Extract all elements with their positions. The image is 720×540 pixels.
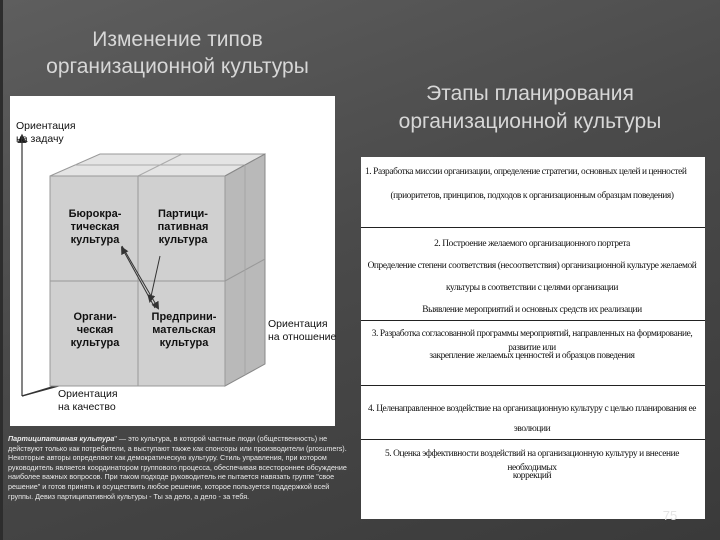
- stage-2-line-1: 2. Построение желаемого организационного портрета: [434, 239, 630, 249]
- stage-divider-3: [361, 385, 705, 386]
- stage-4-line-2: эволюции: [513, 424, 551, 434]
- participative-culture-description: [8, 434, 348, 501]
- page-number: 75: [662, 508, 678, 523]
- stage-5-line-1: 5. Оценка эффективности воздействий на организационную культуру и внесение необходимых: [385, 449, 679, 473]
- planning-stages-panel: [361, 157, 705, 519]
- right-slide-title: Этапы планирования организационной культуры: [398, 82, 662, 133]
- stage-1-line-2: (приоритетов, принципов, подходов к организационным образцам поведения): [390, 191, 674, 201]
- stage-2-line-4: Выявление мероприятий и основных средств их реализации: [422, 305, 642, 315]
- description-term: Партиципативная культура: [8, 434, 115, 443]
- axis-relationship-label: Ориентация на отношение: [268, 318, 337, 343]
- stage-4-line-1: 4. Целенаправленное воздействие на организационную культуру с целью планирования ее: [368, 404, 696, 414]
- organic-culture-label: Органи- ческая культура: [70, 311, 120, 349]
- stage-1-line-1: 1. Разработка миссии организации, определение стратегии, основных целей и ценностей: [365, 167, 687, 177]
- axis-diagonal: [22, 386, 55, 396]
- stage-2-line-3: культуры в соответствии с целями организации: [445, 283, 619, 293]
- bureaucratic-culture-label: Бюрокра- тическая культура: [68, 208, 122, 246]
- culture-cube-diagram: [10, 96, 335, 426]
- left-slide-title: Изменение типов организационной культуры: [46, 28, 309, 78]
- stage-divider-4: [361, 439, 705, 440]
- stage-divider-2: [361, 320, 705, 321]
- stage-3-line-1: 3. Разработка согласованной программы мероприятий, направленных на формирование, развитие или: [371, 329, 693, 353]
- stage-divider-1: [361, 227, 705, 228]
- description-text: " — это культура, в которой частные люди (общественность) не действуют только как потребители, а выступают также как спонсоры или производители (prosumers). Некоторые авторы определяют как демократическую культуру. Стиль управления, при котором руководитель является координатором группового процесса, обеспечивая всестороннее обсуждение наиболее важных вопросов. При таком подходе руководитель не пытается навязать группе "свое решение" и готов принять и осуществить любое решение, которое пользуется поддержкой всей группы. Девиз партиципативной культуры - Ты за дело, а дело - за тебя.: [8, 434, 347, 501]
- slide-left-border: [0, 0, 3, 540]
- axis-task-label: Ориентация на задачу: [16, 120, 76, 145]
- stage-5-line-2: коррекций: [512, 471, 552, 481]
- entrepreneurial-culture-label: Предприни- мательская культура: [151, 311, 217, 349]
- stage-3-line-2: закрепление желаемых ценностей и образцов поведения: [429, 351, 635, 361]
- participative-culture-label: Партици- пативная культура: [157, 208, 209, 246]
- axis-quality-label: Ориентация на качество: [58, 388, 118, 413]
- stage-2-line-2: Определение степени соответствия (несоответствия) организационной культуре желаемой: [367, 261, 697, 271]
